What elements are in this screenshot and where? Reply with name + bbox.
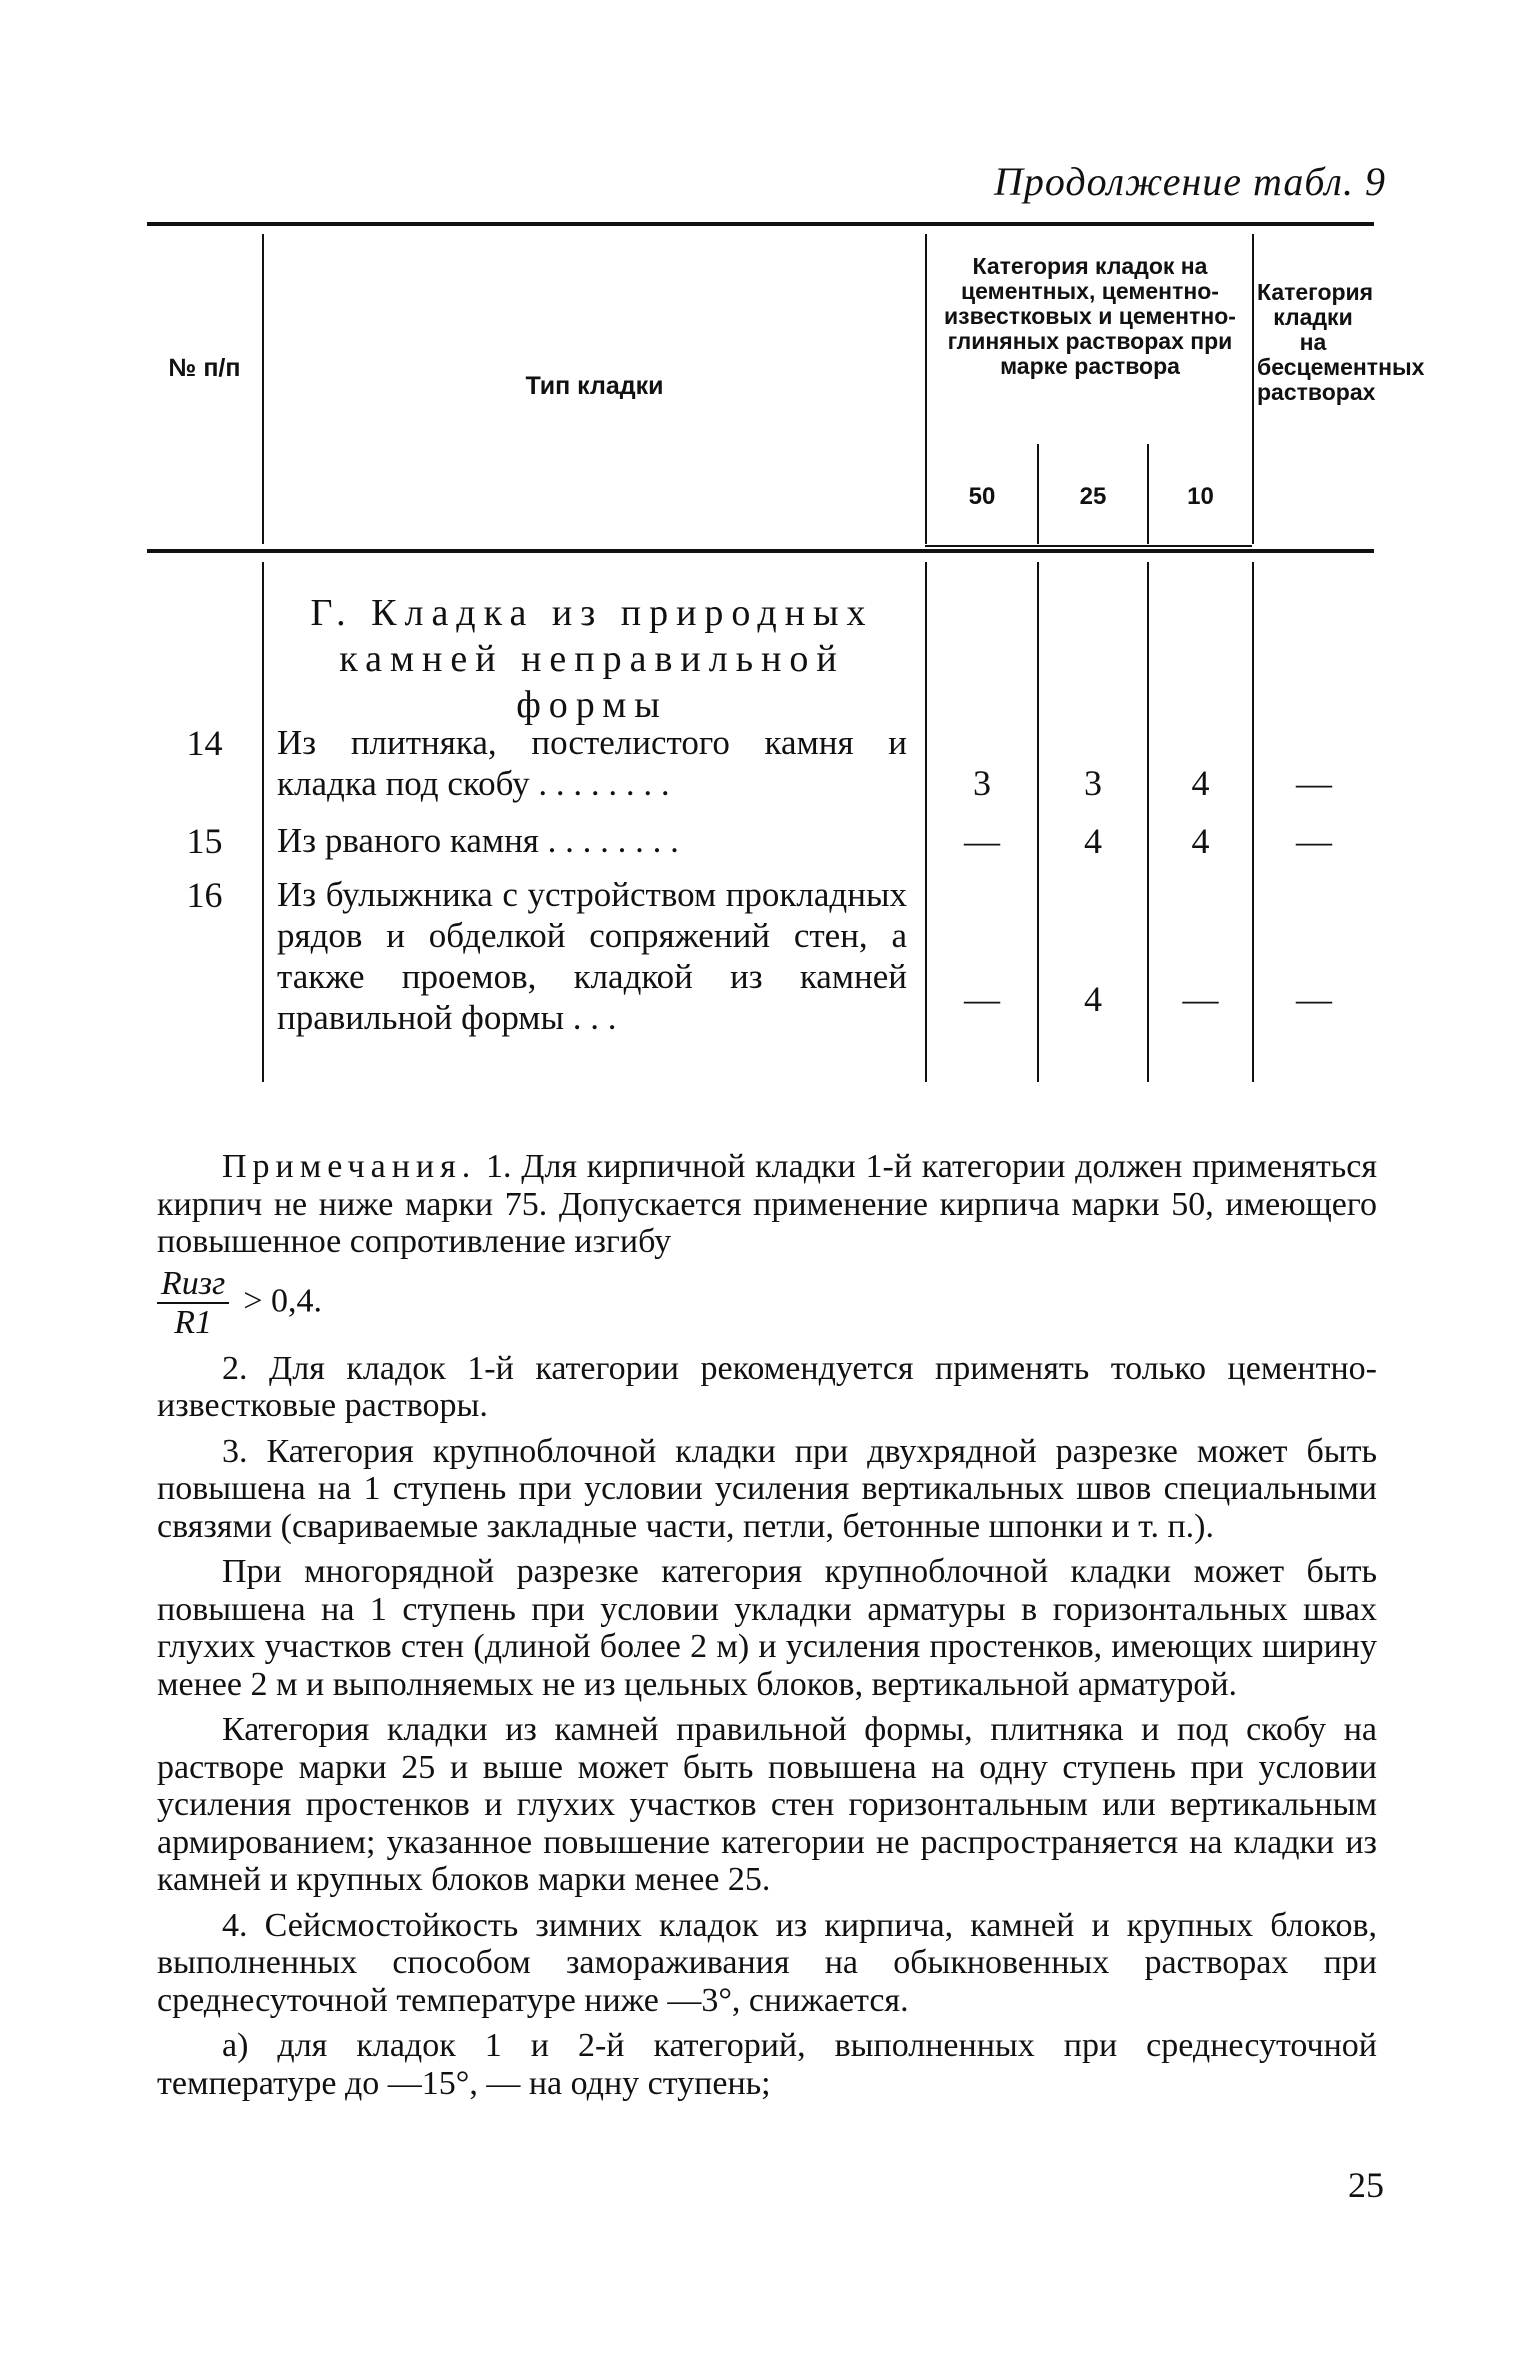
row-14-text: Из плитняка, постелистого камня и кладка под скобу . . . . . . . . [277, 723, 907, 803]
fraction-numerator: Rизг [157, 1265, 229, 1305]
row-16-num: 16 [186, 875, 223, 915]
note-1-text: 1. Для кирпичной кладки 1-й категории должен применяться кирпич не ниже марки 75. Допускается применение кирпича марки 50, имеющего повышенное сопротивление изгибу [157, 1148, 1378, 1260]
notes-block [157, 1148, 1377, 2110]
header-grade-25: 25 [1079, 483, 1107, 510]
row-15-grade-10: 4 [1191, 821, 1210, 861]
notes-heading: Примечания. [222, 1148, 477, 1185]
header-bottom-rule [147, 549, 1374, 553]
row-14-grade-50: 3 [973, 763, 991, 803]
header-non-cement: Категория кладки на бесцементных растворах [1257, 279, 1425, 405]
row-14-grade-10: 4 [1191, 763, 1210, 803]
row-16-non-cement: — [1296, 979, 1332, 1019]
note-1-formula [157, 1265, 1377, 1342]
ratio-fraction [157, 1265, 229, 1342]
row-14-grade-25: 3 [1084, 763, 1102, 803]
note-4: 4. Сейсмостойкость зимних кладок из кирпича, камней и крупных блоков, выполненных способом замораживания на обыкновенных растворах при среднесуточной температуре ниже —3°, снижается. [157, 1906, 1377, 2019]
header-num: № п/п [168, 354, 241, 382]
header-grade-10: 10 [1187, 483, 1214, 510]
section-title: Г. Кладка из природных камней неправильной формы [310, 592, 874, 726]
page-number: 25 [1348, 2165, 1384, 2205]
note-1 [157, 1148, 1377, 1261]
col-divider [1252, 234, 1254, 544]
note-3: 3. Категория крупноблочной кладки при двухрядной разрезке может быть повышена на 1 ступень при условии усиления вертикальных швов специальными связями (свариваемые закладные части, петли, бетонные шпонки и т. п.). [157, 1432, 1377, 1545]
header-grade-50: 50 [968, 483, 996, 510]
row-15-text: Из рваного камня . . . . . . . . [277, 821, 679, 860]
fraction-tail: > 0,4. [243, 1281, 322, 1319]
row-16-grade-25: 4 [1084, 979, 1102, 1019]
col-divider [262, 562, 264, 1082]
masonry-category-table [147, 222, 1425, 1090]
continuation-label: Продолжение табл. 9 [993, 159, 1386, 204]
note-2: 2. Для кладок 1-й категории рекомендуется применять только цементно-известковые растворы. [157, 1349, 1377, 1424]
grade-sub-rule [925, 545, 1252, 547]
row-16-text: Из булыжника с устройством прокладных рядов и обделкой сопряжений стен, а также проемов, кладкой из камней правильной формы . . . [277, 875, 907, 1037]
note-3c: Категория кладки из камней правильной формы, плитняка и под скобу на растворе марки 25 и выше может быть повышена на одну ступень при условии усиления простенков и глухих участков стен горизонтальным или вертикальным армированием; указанное повышение категории не распространяется на кладки из камней и крупных блоков марки менее 25. [157, 1711, 1377, 1898]
table-top-rule [147, 222, 1374, 226]
row-14-non-cement: — [1296, 763, 1332, 803]
row-14-num: 14 [186, 723, 223, 763]
header-cement-group: Категория кладок на цементных, цементно-известковых и цементно-глиняных растворах при марке раствора [944, 253, 1236, 379]
note-3b: При многорядной разрезке категория крупноблочной кладки может быть повышена на 1 ступень при условии укладки арматуры в горизонтальных швах глухих участков стен (длиной более 2 м) и усиления простенков, имеющих ширину менее 2 м и выполняемых не из цельных блоков, вертикальной арматурой. [157, 1553, 1377, 1703]
row-15-non-cement: — [1296, 821, 1332, 861]
row-15-grade-25: 4 [1084, 821, 1102, 861]
row-16-grade-10: — [1182, 979, 1219, 1019]
fraction-denominator: R1 [174, 1304, 213, 1341]
row-16-grade-50: — [964, 979, 1000, 1019]
row-15-grade-50: — [964, 821, 1000, 861]
note-4a: а) для кладок 1 и 2-й категорий, выполненных при среднесуточной температуре до —15°, — на одну ступень; [157, 2027, 1377, 2102]
row-15-num: 15 [186, 821, 223, 861]
header-type: Тип кладки [525, 372, 664, 400]
